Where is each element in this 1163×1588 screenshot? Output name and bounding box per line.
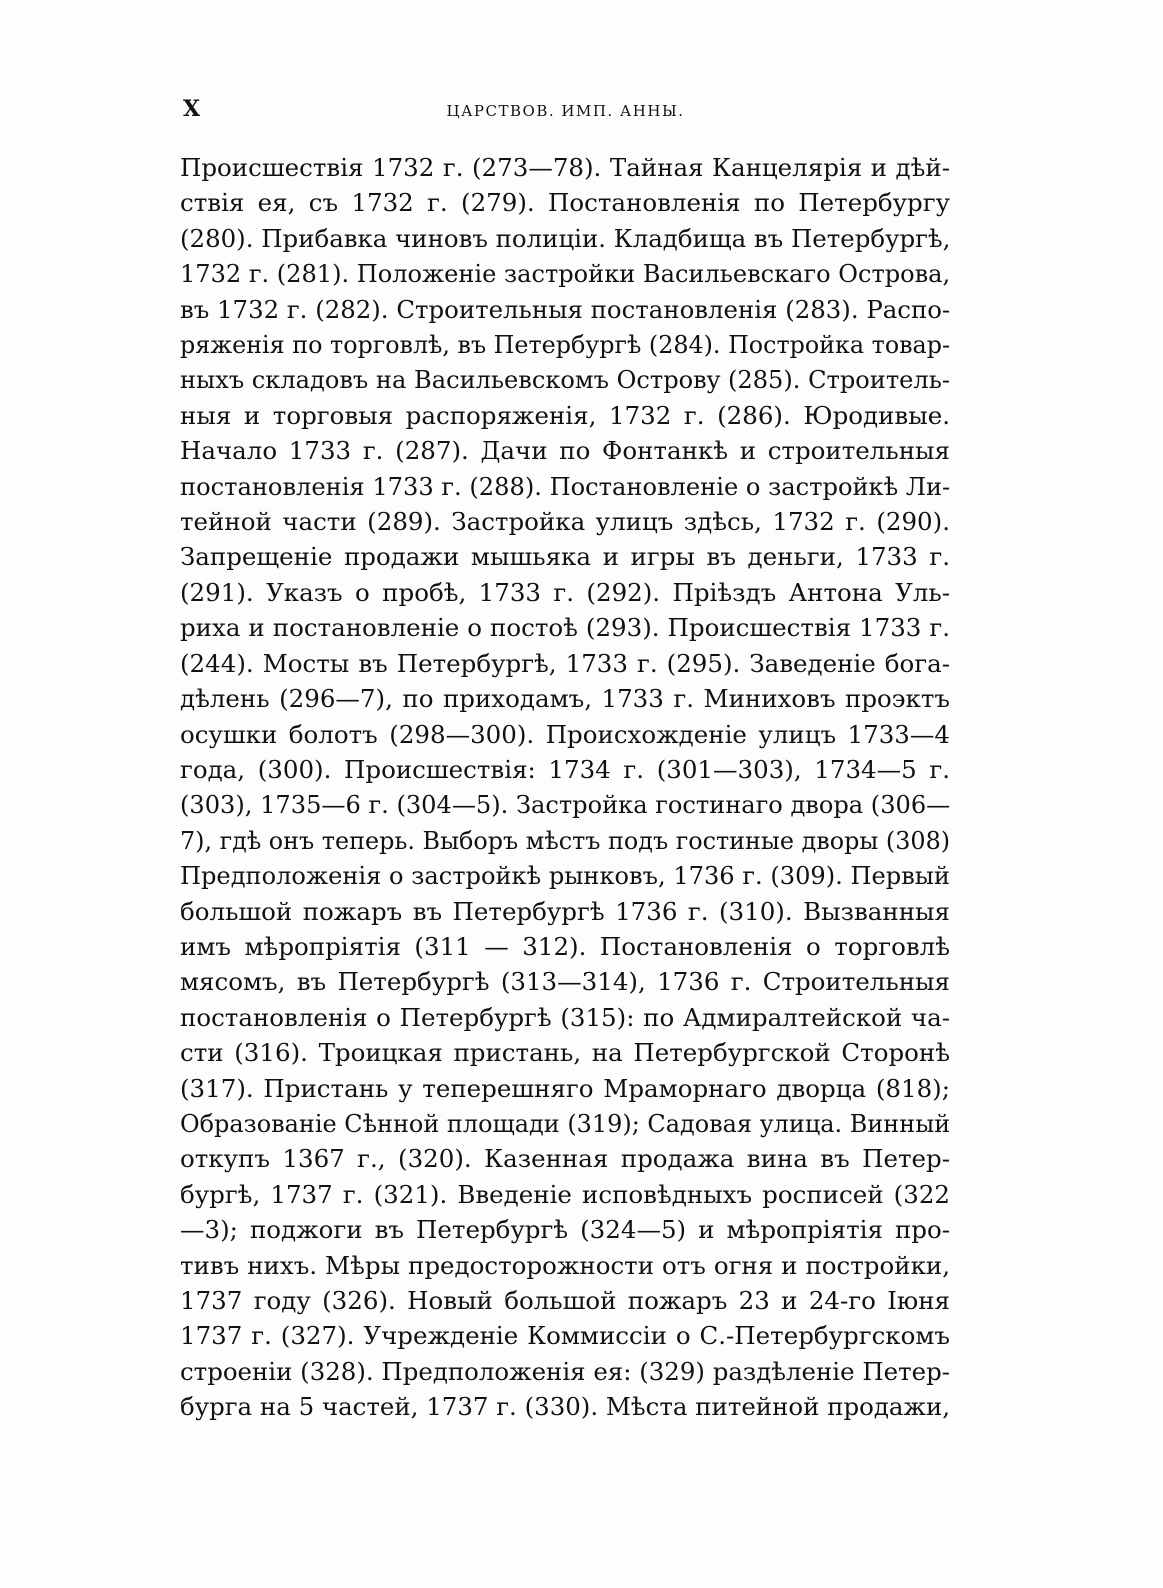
text-line: Происшествія 1732 г. (273—78). Тайная Канцелярія и дѣй-: [180, 153, 950, 182]
text-line: Запрещеніе продажи мышьяка и игры въ деньги, 1733 г.: [180, 542, 950, 572]
text-line: года, (300). Происшествія: 1734 г. (301—303), 1734—5 г.: [180, 754, 950, 784]
text-line: —3); поджоги въ Петербургѣ (324—5) и мѣропріятія про-: [180, 1215, 950, 1245]
text-line: постановленія о Петербургѣ (315): по Адмиралтейской ча-: [180, 1002, 950, 1032]
text-line: 1732 г. (281). Положеніе застройки Васильевскаго Острова,: [180, 259, 951, 289]
text-line: откупъ 1367 г., (320). Казенная продажа вина въ Петер-: [180, 1144, 950, 1174]
text-line: (280). Прибавка чиновъ полиціи. Кладбища въ Петербургѣ,: [180, 223, 951, 253]
text-line: Предположенія о застройкѣ рынковъ, 1736 г. (309). Первый: [180, 861, 951, 891]
text-line: (317). Пристань у теперешняго Мраморнаго дворца (818);: [180, 1073, 950, 1103]
text-line: 7), гдѣ онъ теперь. Выборъ мѣстъ подъ гостиные дворы (308): [180, 825, 951, 855]
text-line: ныхъ складовъ на Васильевскомъ Островy (285). Строитель-: [180, 365, 951, 395]
page-body-text: [180, 150, 950, 1425]
text-line: Начало 1733 г. (287). Дачи по Фонтанкѣ и строительныя: [180, 436, 950, 466]
text-line: (303), 1735—6 г. (304—5). Застройка гостинаго двора (306—: [180, 790, 951, 820]
text-line: ряженія по торговлѣ, въ Петербургѣ (284). Постройка товар-: [180, 330, 951, 360]
text-line: большой пожаръ въ Петербургѣ 1736 г. (310). Вызванныя: [180, 896, 950, 926]
running-title: ЦАРСТВОВ. ИМП. АННЫ.: [446, 102, 685, 120]
text-line: мясомъ, въ Петербургѣ (313—314), 1736 г. Строительныя: [180, 967, 950, 997]
text-line: ныя и торговыя распоряженія, 1732 г. (286). Юродивые.: [180, 400, 950, 430]
text-line: сти (316). Троицкая пристань, на Петербургской Сторонѣ: [180, 1038, 950, 1068]
text-line: ствія ея, съ 1732 г. (279). Постановленія по Петербургу: [180, 188, 950, 218]
page-header: [183, 96, 948, 132]
text-line: 1737 г. (327). Учрежденіе Коммиссіи о С.-Петербургскомъ: [180, 1321, 950, 1351]
text-line: въ 1732 г. (282). Строительныя постановленія (283). Распо-: [180, 294, 951, 324]
text-line: тейной части (289). Застройка улицъ здѣсь, 1732 г. (290).: [180, 507, 950, 537]
text-line: риха и постановленіе о постоѣ (293). Происшествія 1733 г.: [180, 613, 950, 643]
text-line: осушки болотъ (298—300). Происхожденіе улицъ 1733—4: [180, 719, 950, 749]
page-number: X: [183, 96, 201, 122]
text-line: имъ мѣропріятія (311 — 312). Постановленія о торговлѣ: [180, 931, 950, 961]
text-line: 1737 году (326). Новый большой пожаръ 23 и 24-го Іюня: [180, 1286, 950, 1315]
text-line: (291). Указъ о пробѣ, 1733 г. (292). Пріѣздъ Антона Уль-: [180, 577, 950, 607]
text-line: бургѣ, 1737 г. (321). Введеніе исповѣдныхъ росписей (322: [180, 1179, 950, 1209]
text-line: бурга на 5 частей, 1737 г. (330). Мѣста питейной продажи,: [180, 1392, 950, 1422]
text-line: (244). Мосты въ Петербургѣ, 1733 г. (295). Заведеніе бога-: [180, 648, 950, 678]
text-line: Образованіе Сѣнной площади (319); Садовая улица. Винный: [180, 1108, 951, 1138]
text-line: тивъ нихъ. Мѣры предосторожности отъ огня и постройки,: [180, 1250, 950, 1280]
text-line: строеніи (328). Предположенія ея: (329) раздѣленіе Петер-: [180, 1356, 950, 1386]
text-line: дѣлень (296—7), по приходамъ, 1733 г. Миниховъ проэктъ: [180, 684, 950, 714]
text-line: постановленія 1733 г. (288). Постановленіе о застройкѣ Ли-: [180, 471, 951, 501]
